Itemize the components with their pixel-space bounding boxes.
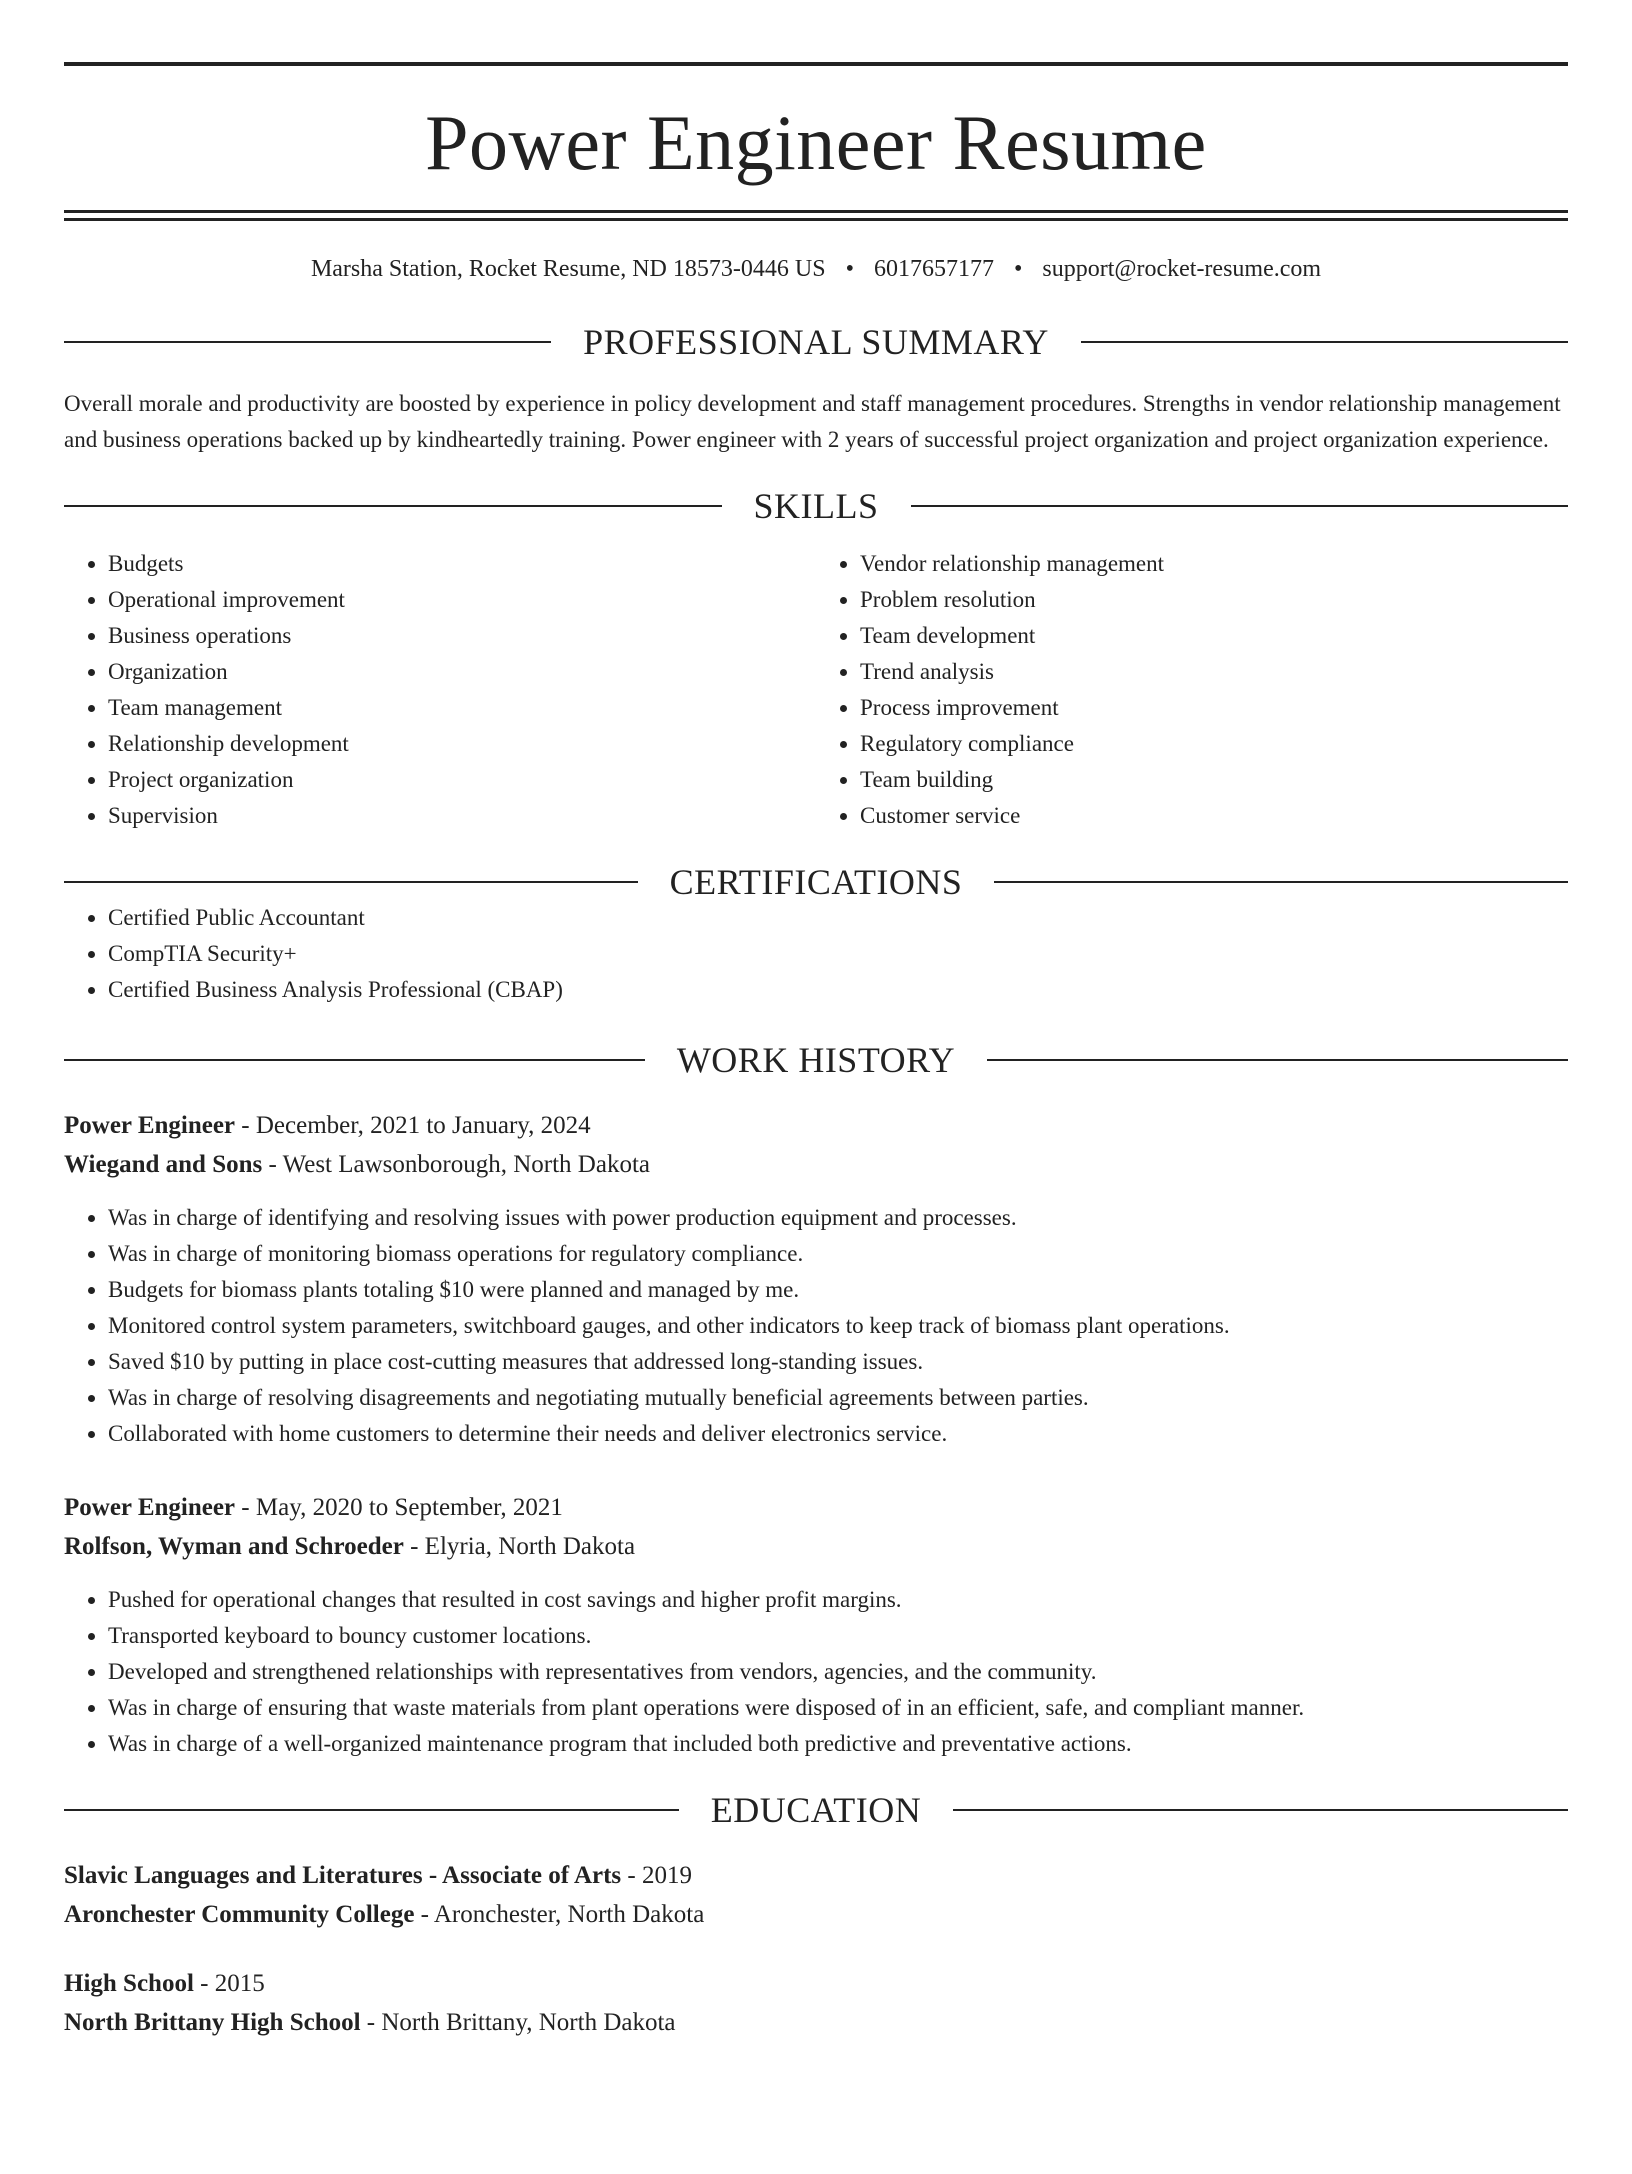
education-entry <box>64 1964 1568 2042</box>
top-rule <box>64 62 1568 66</box>
certification-item: • Certified Business Analysis Professional (CBAP) <box>108 972 1568 1008</box>
job-bullet: • Monitored control system parameters, switchboard gauges, and other indicators to keep track of biomass plant operations. <box>108 1308 1568 1344</box>
job-company: Wiegand and Sons <box>64 1150 263 1178</box>
section-title-summary: PROFESSIONAL SUMMARY <box>583 321 1049 362</box>
title-double-rule <box>64 210 1568 221</box>
skill-item: • Budgets <box>108 546 816 582</box>
education-degree-line <box>64 1856 1568 1895</box>
skills-list-right <box>816 546 1568 834</box>
job-bullet: • Was in charge of ensuring that waste materials from plant operations were disposed of in an efficient, safe, and compliant manner. <box>108 1690 1568 1726</box>
certification-item: • CompTIA Security+ <box>108 936 1568 972</box>
divider-line <box>994 881 1568 883</box>
job-bullets <box>64 1200 1568 1452</box>
education-school-line <box>64 2003 1568 2042</box>
skill-item: • Relationship development <box>108 726 816 762</box>
job-location: - West Lawsonborough, North Dakota <box>262 1150 650 1178</box>
skill-item: • Problem resolution <box>860 582 1568 618</box>
education-degree-line <box>64 1964 1568 2003</box>
job-bullet: • Was in charge of a well-organized maintenance program that included both predictive and preventative actions. <box>108 1726 1568 1762</box>
divider-line <box>987 1059 1568 1061</box>
job-bullet: • Pushed for operational changes that resulted in cost savings and higher profit margins. <box>108 1582 1568 1618</box>
divider-line <box>64 881 638 883</box>
job-bullet: • Was in charge of monitoring biomass operations for regulatory compliance. <box>108 1236 1568 1272</box>
contact-email: support@rocket-resume.com <box>1042 256 1322 282</box>
skills-list-left <box>64 546 816 834</box>
resume-page <box>0 62 1632 2174</box>
skill-item: • Project organization <box>108 762 816 798</box>
section-header-skills <box>64 485 1568 526</box>
section-title-certifications: CERTIFICATIONS <box>669 861 963 902</box>
job-role: Power Engineer <box>64 1111 236 1139</box>
skill-item: • Team building <box>860 762 1568 798</box>
education-school: North Brittany High School <box>64 2008 361 2036</box>
divider-line <box>64 341 551 343</box>
contact-address: Marsha Station, Rocket Resume, ND 18573-0446 US <box>310 256 826 282</box>
job-company-line <box>64 1145 1568 1184</box>
job-bullet: • Saved $10 by putting in place cost-cutting measures that addressed long-standing issues. <box>108 1344 1568 1380</box>
skill-item: • Trend analysis <box>860 654 1568 690</box>
section-header-summary <box>64 321 1568 362</box>
section-header-certifications <box>64 861 1568 902</box>
skills-grid <box>64 546 1568 834</box>
summary-text: Overall morale and productivity are boosted by experience in policy development and staff management procedures. Strengths in vendor relationship management and business operations backed up by kindheartedly training. Power engineer with 2 years of successful project organization and project organization experience. <box>64 390 1561 452</box>
job-bullet: • Developed and strengthened relationships with representatives from vendors, agencies, and the community. <box>108 1654 1568 1690</box>
education-entry <box>64 1856 1568 1934</box>
skill-item: • Process improvement <box>860 690 1568 726</box>
job-entry <box>64 1488 1568 1762</box>
divider-line <box>64 505 722 507</box>
skill-item: • Vendor relationship management <box>860 546 1568 582</box>
job-bullet: • Budgets for biomass plants totaling $10 were planned and managed by me. <box>108 1272 1568 1308</box>
section-header-education <box>64 1789 1568 1830</box>
skill-item: • Business operations <box>108 618 816 654</box>
education-year: - 2015 <box>193 1969 265 1997</box>
education-school-line <box>64 1895 1568 1934</box>
section-title-work: WORK HISTORY <box>676 1039 956 1080</box>
section-header-work <box>64 1039 1568 1080</box>
skill-item: • Customer service <box>860 798 1568 834</box>
divider-line <box>911 505 1569 507</box>
certifications-list <box>64 900 1568 1008</box>
job-company-line <box>64 1527 1568 1566</box>
divider-line <box>64 1809 679 1811</box>
contact-line <box>64 255 1568 284</box>
contact-phone: 6017657177 <box>873 256 994 282</box>
job-bullet: • Was in charge of resolving disagreements and negotiating mutually beneficial agreements between parties. <box>108 1380 1568 1416</box>
job-company: Rolfson, Wyman and Schroeder <box>64 1532 404 1560</box>
job-title-line <box>64 1106 1568 1145</box>
education-degree: High School <box>64 1969 194 1997</box>
separator-dot: • <box>1013 256 1023 282</box>
divider-line <box>64 1059 645 1061</box>
education-year: - 2019 <box>621 1861 692 1889</box>
section-title-skills: SKILLS <box>753 485 879 526</box>
skill-item: • Supervision <box>108 798 816 834</box>
job-bullets <box>64 1582 1568 1762</box>
divider-line <box>1081 341 1568 343</box>
education-degree: Slavic Languages and Literatures - Associate of Arts <box>64 1861 622 1889</box>
divider-line <box>953 1809 1568 1811</box>
skill-item: • Team management <box>108 690 816 726</box>
job-dates: - May, 2020 to September, 2021 <box>235 1493 563 1521</box>
certification-item: • Certified Public Accountant <box>108 900 1568 936</box>
section-title-education: EDUCATION <box>710 1789 922 1830</box>
job-entry <box>64 1106 1568 1452</box>
job-bullet: • Was in charge of identifying and resolving issues with power production equipment and processes. <box>108 1200 1568 1236</box>
skill-item: • Operational improvement <box>108 582 816 618</box>
page-title: Power Engineer Resume <box>425 99 1207 186</box>
separator-dot: • <box>845 256 854 282</box>
skill-item: • Organization <box>108 654 816 690</box>
job-location: - Elyria, North Dakota <box>403 1532 636 1560</box>
education-location: - Aronchester, North Dakota <box>414 1900 705 1928</box>
job-title-line <box>64 1488 1568 1527</box>
job-bullet: • Transported keyboard to bouncy customer locations. <box>108 1618 1568 1654</box>
job-role: Power Engineer <box>64 1493 236 1521</box>
job-dates: - December, 2021 to January, 2024 <box>235 1111 591 1139</box>
education-school: Aronchester Community College <box>64 1900 415 1928</box>
education-location: - North Brittany, North Dakota <box>360 2008 676 2036</box>
skill-item: • Team development <box>860 618 1568 654</box>
skill-item: • Regulatory compliance <box>860 726 1568 762</box>
job-bullet: • Collaborated with home customers to determine their needs and deliver electronics service. <box>108 1416 1568 1452</box>
